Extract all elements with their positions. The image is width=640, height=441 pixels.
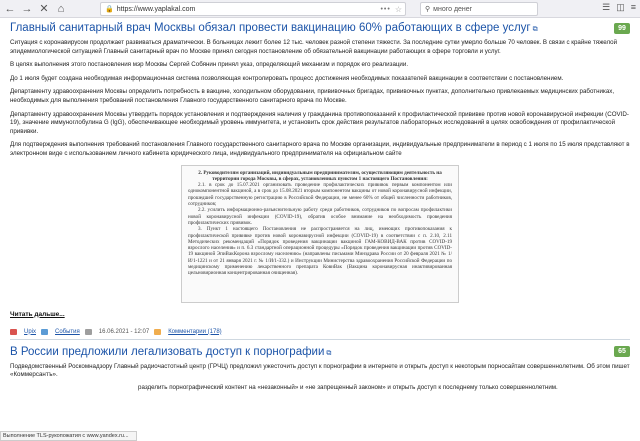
article-title-link[interactable] [10, 22, 538, 34]
article-title[interactable]: В России предложили легализовать доступ к порнографии [10, 345, 325, 358]
search-input[interactable] [433, 6, 533, 13]
rating-badge: 65 [614, 346, 630, 357]
url-text: https://www.yaplakal.com [116, 5, 196, 13]
bookmark-star-icon[interactable]: ☆ [394, 4, 402, 14]
search-icon: ⚲ [425, 6, 431, 13]
back-icon[interactable]: ← [4, 2, 16, 15]
page-actions-icon[interactable]: ••• [380, 5, 391, 13]
article-title[interactable]: Главный санитарный врач Москвы обязал провести вакцинацию 60% работающих в сфере услуг [10, 22, 531, 34]
post-date: 16.06.2021 - 12:07 [98, 328, 150, 335]
browser-status-bar: Выполнение TLS-рукопожатия с www.yandex.ru... [0, 431, 137, 441]
excerpt-item: 2.1. в срок до 15.07.2021 организовать проведение профилактических прививок первым компонентом или однокомпонентной вакциной, а в срок до 15.08.2021 вторым компонентом вакцины от новой коронавирусной инфекции, прошедшей государственную регистрацию в Российской Федерации, не менее 60% от общей численности работников, сотрудников; [188, 182, 452, 208]
article-paragraph: Подведомственный Роскомнадзору Главный радиочастотный центр (ГРЧЦ) предложил ужесточить доступ к порнографии в интернете и открыть доступ к некоторым порносайтам совершеннолетним. Об этом пишет «Коммерсантъ». [10, 362, 630, 379]
author-link[interactable]: Upix [24, 328, 37, 335]
forward-icon[interactable]: → [21, 2, 33, 15]
article-divider [10, 339, 630, 340]
article-meta [10, 329, 630, 335]
search-box[interactable] [420, 2, 538, 16]
article-paragraph: Департаменту здравоохранения Москвы определить потребность в вакцине, холодильном оборудовании, прививочных бригадах, прививочных пунктах, дополнительно привлекаемых медицинских работниках, необходимых для выполнения требований постановления Главного государственного санитарного врача по Москве. [10, 88, 615, 104]
article-header [10, 346, 630, 358]
reload-icon[interactable]: ✕ [39, 3, 49, 15]
folder-icon [41, 329, 48, 335]
comments-link[interactable]: Комментарии (178) [168, 328, 222, 335]
address-bar[interactable] [100, 2, 406, 16]
article-paragraph: Ситуация с коронавирусом продолжает развиваться драматически. В больницах лежит более 12 тыс. человек разной степени тяжести. За последние сутки умерло больше 70 человек. В связи с крайне тяжелой эпидемиологической ситуацией Главный санитарный врач по Москве принял сегодня постановление об обязательной вакцинации работающих в сфере торговли и услуг. [10, 39, 618, 55]
article-paragraph: Для подтверждения выполнения требований постановления Главного государственного санитарного врача по Москве организации, индивидуальные предприниматели в период с 1 июля по 15 июля представляют в электронном виде с использованием личного кабинета юридического лица, индивидуального предпринимателя на официальном сайте [10, 141, 630, 157]
external-link-icon[interactable]: ⧉ [326, 349, 332, 357]
calendar-icon [85, 329, 92, 335]
home-icon[interactable]: ⌂ [57, 2, 65, 15]
excerpt-item: 2.2. усилить информационно-разъяснительную работу среди работников, сотрудников по вопросам профилактики новой коронавирусной инфекции (COVID-19), обратив особое внимание на необходимость проведения профилактических прививок. [188, 207, 452, 226]
article-title-link[interactable] [10, 346, 331, 358]
comments-icon [154, 329, 161, 335]
article-header [10, 22, 630, 34]
article-paragraph: В целях выполнения этого постановления мэр Москвы Сергей Собянин принял указ, определяющий механизм и порядок его реализации. [10, 61, 409, 69]
user-icon [10, 329, 17, 335]
excerpt-item: 3. Пункт 1 настоящего Постановления не распространяется на лиц, имеющих противопоказания к профилактической прививке против новой коронавирусной инфекции (COVID-19) в соответствии с п. 2.10, 2.11 Методических рекомендаций «Порядок проведения вакцинации вакциной ГАМ-КОВИД-ВАК против COVID-19 взрослого населения» и п. 6.3 стандартной операционной процедуры «Порядок проведения вакцинации против COVID-19 вакциной ЭпиВакКорона взрослому населению» (направлены письмами Минздрава России от 20 февраля 2021 № 1/И/1-1221 и от 21 января 2021 г. № 1/И/1-332.) и Инструкции Министерства здравоохранения Российской Федерации по медицинскому применению лекарственного препарата КовиВак (Вакцина коронавирусная инактивированная цельновирионная концентрированная очищенная). [188, 226, 452, 277]
library-icon[interactable]: ☰ [602, 2, 611, 12]
lock-icon: 🔒 [105, 6, 114, 13]
menu-icon[interactable]: ≡ [630, 2, 636, 12]
article-paragraph: Департаменту здравоохранения Москвы утвердить порядок установления и подтверждения наличия у гражданина противопоказаний к профилактической прививке против новой коронавирусной инфекции (COVID-19), значение иммуноглобулина G (IgG), обеспечивающее необходимый уровень иммунитета, и установить срок действия результатов лабораторных исследований в целях освобождения от профилактической прививки. [10, 110, 629, 135]
excerpt-heading: 2. Руководителям организаций, индивидуальным предпринимателям, осуществляющим деятельность на территории города Москвы, в сферах, установленных пунктом 1 настоящего Постановления: [198, 169, 442, 182]
article-paragraph: разделить порнографический контент на «незаконный» и «не запрещенный законом» и открыть доступ к последнему только совершеннолетним. [138, 383, 558, 391]
rating-badge: 99 [614, 23, 630, 34]
external-link-icon[interactable]: ⧉ [532, 26, 538, 33]
article-paragraph: До 1 июля будет создана необходимая информационная система позволяющая контролировать процесс достижения необходимых показателей вакцинации в соответствии с постановлением. [10, 74, 564, 82]
document-excerpt-image [181, 165, 459, 303]
page-content [0, 18, 640, 441]
browser-toolbar [0, 0, 640, 18]
category-link[interactable]: События [55, 328, 80, 335]
read-more-link[interactable]: Читать дальше... [10, 310, 65, 318]
sidebar-icon[interactable]: ◫ [616, 2, 625, 12]
